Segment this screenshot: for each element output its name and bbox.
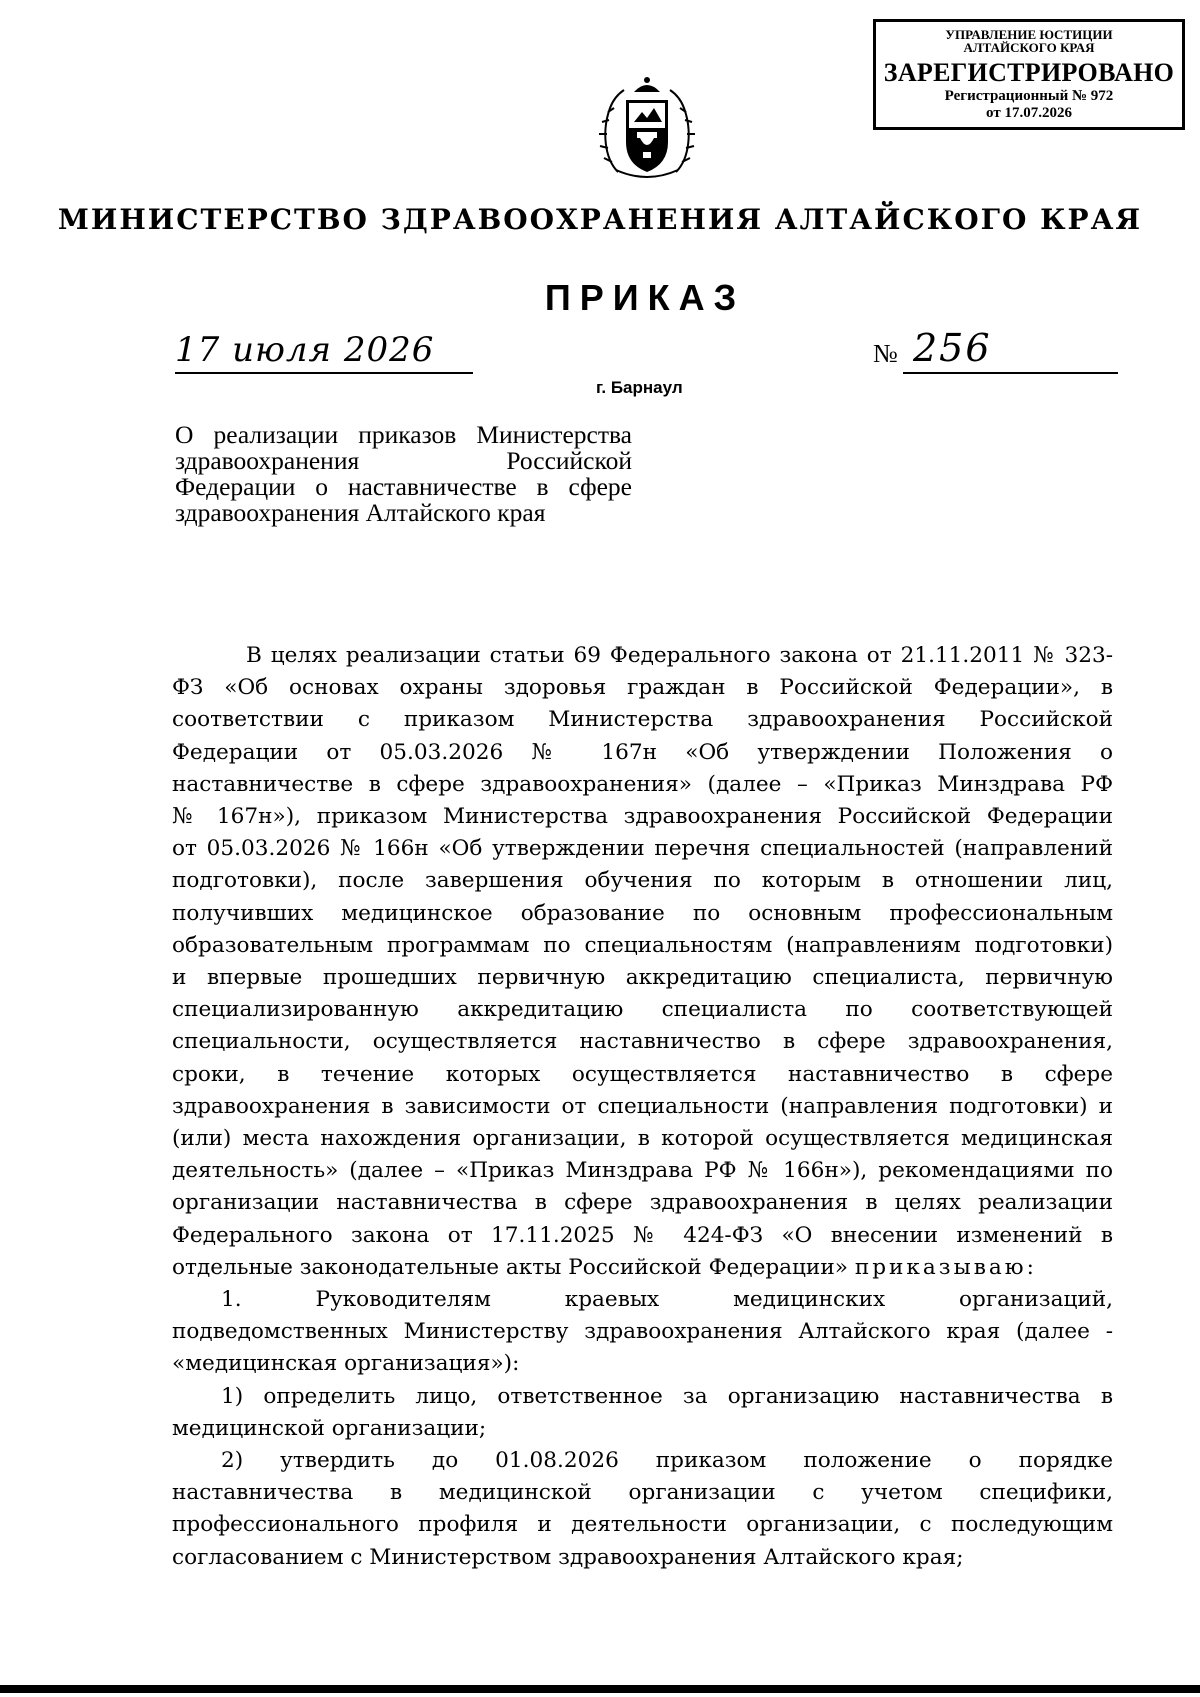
stamp-org-line2: АЛТАЙСКОГО КРАЯ bbox=[963, 40, 1095, 55]
body-line: (или) места нахождения организации, в которой осуществляется медицинская bbox=[172, 1126, 1113, 1152]
body-line: сроки, в течение которых осуществляется наставничество в сфере bbox=[172, 1061, 1113, 1087]
document-type: ПРИКАЗ bbox=[544, 277, 746, 318]
sub-item-2-line: наставничества в медицинской организации с учетом специфики, bbox=[172, 1480, 1113, 1506]
body-line: соответствии с приказом Министерства здравоохранения Российской bbox=[172, 707, 1113, 733]
body-line: специализированную аккредитацию специалиста по соответствующей bbox=[172, 997, 1113, 1023]
altai-krai-coat-of-arms-icon bbox=[598, 72, 696, 184]
scan-bottom-edge bbox=[0, 1685, 1200, 1693]
number-underline bbox=[903, 372, 1118, 374]
order-keyword: приказываю: bbox=[854, 1254, 1037, 1280]
city: г. Барнаул bbox=[596, 378, 683, 397]
number-label: № bbox=[873, 339, 898, 368]
body-line: наставничестве в сфере здравоохранения» (далее – «Приказ Минздрава РФ bbox=[172, 771, 1113, 797]
sub-item-1-line: медицинской организации; bbox=[172, 1415, 487, 1441]
subject-line: здравоохранения Алтайского края bbox=[175, 498, 546, 527]
stamp-reg-date: от 17.07.2026 bbox=[986, 105, 1072, 121]
stamp-org-line1: УПРАВЛЕНИЕ ЮСТИЦИИ bbox=[945, 27, 1113, 42]
body-line bbox=[172, 1252, 1113, 1284]
item-1-line: «медицинская организация»): bbox=[172, 1351, 520, 1377]
sub-item-2-line: согласованием с Министерством здравоохранения Алтайского края; bbox=[172, 1544, 964, 1570]
body-line: В целях реализации статьи 69 Федерального закона от 21.11.2011 № 323- bbox=[246, 643, 1113, 668]
body-line: ФЗ «Об основах охраны здоровья граждан в Российской Федерации», в bbox=[172, 675, 1113, 701]
registration-stamp bbox=[873, 19, 1185, 130]
ministry-name: МИНИСТЕРСТВО ЗДРАВООХРАНЕНИЯ АЛТАЙСКОГО КРАЯ bbox=[57, 203, 1143, 236]
body-line: получивших медицинское образование по основным профессиональным bbox=[172, 900, 1113, 926]
body-line: и впервые прошедших первичную аккредитацию специалиста, первичную bbox=[172, 965, 1113, 991]
item-1-line: подведомственных Министерству здравоохранения Алтайского края (далее - bbox=[172, 1319, 1113, 1345]
body-line: Федерального закона от 17.11.2025 № 424-ФЗ «О внесении изменений в bbox=[172, 1222, 1113, 1248]
subject-line: здравоохранения Российской bbox=[175, 446, 632, 475]
sub-item-1-line: 1) определить лицо, ответственное за организацию наставничества в bbox=[221, 1383, 1113, 1409]
body-line: деятельность» (далее – «Приказ Минздрава РФ № 166н»), рекомендациями по bbox=[172, 1158, 1113, 1184]
document-body bbox=[172, 640, 1113, 1574]
sub-item-2-line: 2) утвердить до 01.08.2026 приказом положение о порядке bbox=[221, 1448, 1113, 1474]
stamp-reg-number: Регистрационный № 972 bbox=[944, 88, 1114, 104]
body-line: от 05.03.2026 № 166н «Об утверждении перечня специальностей (направлений bbox=[172, 836, 1113, 862]
handwritten-number: 256 bbox=[913, 326, 992, 370]
document-subject bbox=[175, 422, 632, 526]
body-line-text: отдельные законодательные акты Российской Федерации» bbox=[172, 1254, 848, 1280]
body-line: № 167н»), приказом Министерства здравоохранения Российской Федерации bbox=[172, 804, 1113, 830]
sub-item-2-line: профессионального профиля и деятельности организации, с последующим bbox=[172, 1512, 1113, 1538]
body-line: здравоохранения в зависимости от специальности (направления подготовки) и bbox=[172, 1093, 1113, 1119]
body-line: организации наставничества в сфере здравоохранения в целях реализации bbox=[172, 1190, 1113, 1216]
item-1-line: 1. Руководителям краевых медицинских организаций, bbox=[221, 1287, 1113, 1313]
body-line: образовательным программам по специальностям (направлениям подготовки) bbox=[172, 932, 1113, 958]
stamp-registered: ЗАРЕГИСТРИРОВАНО bbox=[883, 58, 1175, 87]
body-line: специальности, осуществляется наставничество в сфере здравоохранения, bbox=[172, 1029, 1113, 1055]
body-line: подготовки), после завершения обучения по которым в отношении лиц, bbox=[172, 868, 1113, 894]
subject-line: О реализации приказов Министерства bbox=[175, 420, 632, 449]
body-line: Федерации от 05.03.2026 № 167н «Об утверждении Положения о bbox=[172, 739, 1113, 765]
handwritten-date: 17 июля 2026 bbox=[175, 330, 435, 370]
subject-line: Федерации о наставничестве в сфере bbox=[175, 472, 632, 501]
date-underline bbox=[175, 372, 473, 374]
